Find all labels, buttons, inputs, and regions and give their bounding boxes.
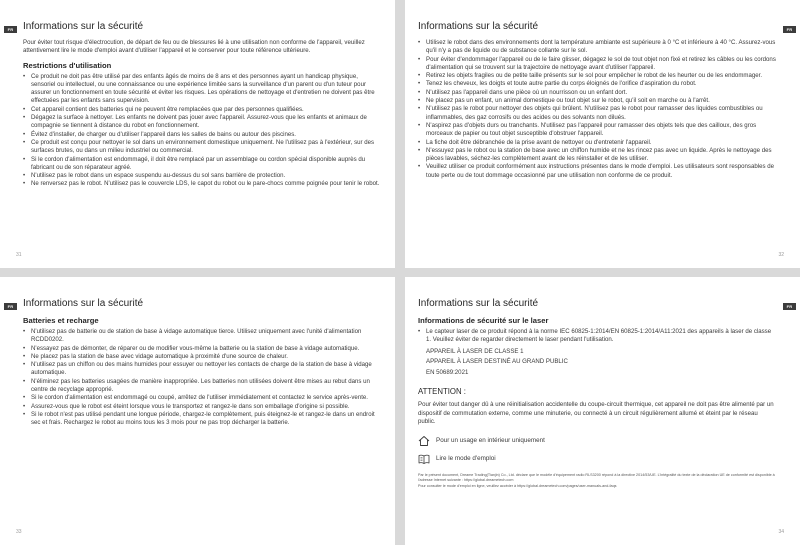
bullet-list: [418, 328, 776, 345]
bullet-list: [23, 328, 381, 428]
list-item: • N'utilisez pas un chiffon ou des mains humides pour essuyer ou nettoyer les contacts de charge de la station de base à vidage automatique.: [23, 361, 381, 378]
list-item: • N'utilisez pas de batterie ou de station de base à vidage automatique tierce. Utilisez uniquement avec l'unité d'alimentation RCDD0202.: [23, 328, 381, 345]
page-number: 31: [16, 252, 22, 258]
language-tag: FR: [783, 303, 796, 310]
page-content: [23, 298, 381, 428]
laser-class-line: APPAREIL À LASER DESTINÉ AU GRAND PUBLIC: [426, 358, 568, 366]
laser-class-line: APPAREIL À LASER DE CLASSE 1: [426, 347, 524, 355]
laser-standard-item: • Le capteur laser de ce produit répond à la norme IEC 60825-1:2014/EN 60825-1:2014/A11:2021 des appareils à laser de classe 1. Veuillez éviter de regarder directement le laser pendant l'utilisation.: [418, 328, 776, 345]
list-item: • Tenez les cheveux, les doigts et toute autre partie du corps éloignés de l'orifice d'aspiration du robot.: [418, 80, 776, 88]
list-item: • Assurez-vous que le robot est éteint lorsque vous le transportez et rangez-le dans son emballage d'origine si possible.: [23, 403, 381, 411]
house-icon: [418, 435, 430, 447]
list-item: • Retirez les objets fragiles ou de petite taille présents sur le sol pour empêcher le robot de les heurter ou de les endommager.: [418, 72, 776, 80]
section-subtitle: Informations de sécurité sur le laser: [418, 316, 549, 325]
declaration-fine-print: [418, 473, 776, 489]
laser-class-line: EN 50689:2021: [426, 368, 469, 376]
list-item: • La fiche doit être débranchée de la prise avant de nettoyer ou d'entretenir l'appareil.: [418, 139, 776, 147]
list-item: • N'utilisez pas le robot dans un espace suspendu au-dessus du sol sans barrière de protection.: [23, 172, 381, 180]
list-item: • Si le cordon d'alimentation est endommagé, il doit être remplacé par un assemblage ou cordon spécial disponible auprès du fabricant ou de son réparateur agréé.: [23, 156, 381, 173]
page-33: [0, 277, 395, 545]
indoor-use-row: [418, 435, 776, 447]
list-item: • Veuillez utiliser ce produit conformément aux instructions présentes dans le mode d'emploi. Les utilisateurs sont responsables de toute perte ou de tout dommage occasionné par une utilisation non conforme de ce produit.: [418, 163, 776, 180]
attention-paragraph: Pour éviter tout danger dû à une réinitialisation accidentelle du coupe-circuit thermique, cet appareil ne doit pas être alimenté par un dispositif de commutation externe, comme une minuterie, ou connecté à un circuit régulièrement allumé et éteint par le réseau public.: [418, 401, 774, 425]
page-content: [418, 298, 776, 489]
list-item: • Ne placez pas un enfant, un animal domestique ou tout objet sur le robot, qu'il soit en marche ou à l'arrêt.: [418, 97, 776, 105]
online-manual-text: Pour consulter le mode d'emploi en ligne, veuillez accéder à https://global.dreametech.com/pages/user-manuals-and-faqs: [418, 483, 617, 488]
list-item: • N'utilisez pas l'appareil dans une pièce où un nourrisson ou un enfant dort.: [418, 89, 776, 97]
read-manual-row: [418, 453, 776, 465]
list-item: • Évitez d'installer, de charger ou d'utiliser l'appareil dans les salles de bains ou autour des piscines.: [23, 131, 381, 139]
page-title: Informations sur la sécurité: [23, 298, 144, 309]
language-tag: FR: [4, 303, 17, 310]
list-item: • Utilisez le robot dans des environnements dont la température ambiante est supérieure à 0 °C et inférieure à 40 °C. Assurez-vous qu'il n'y a pas de liquide ou de substance collante sur le sol.: [418, 39, 776, 56]
page-number: 34: [778, 529, 784, 535]
list-item: • N'essayez pas de démonter, de réparer ou de modifier vous-même la batterie ou la station de base à vidage automatique.: [23, 345, 381, 353]
list-item: • Pour éviter d'endommager l'appareil ou de le faire glisser, dégagez le sol de tout objet non fixé et retirez les câbles ou les cordons d'alimentation qui se trouvent sur la trajectoire de nettoyage avant d'utiliser l'appareil.: [418, 56, 776, 73]
indoor-use-label: Pour un usage en intérieur uniquement: [436, 437, 545, 445]
page-number: 32: [778, 252, 784, 258]
list-item: • N'utilisez pas le robot pour nettoyer des objets qui brûlent. N'utilisez pas le robot pour ramasser des liquides combustibles ou inflammables, des gaz corrosifs ou des acides ou des solvants non dilués.: [418, 105, 776, 122]
read-manual-label: Lire le mode d'emploi: [436, 455, 496, 463]
section-subtitle: Batteries et recharge: [23, 316, 99, 325]
section-subtitle: Restrictions d'utilisation: [23, 60, 112, 70]
page-content: [418, 21, 776, 180]
laser-class-lines: [418, 347, 776, 379]
language-tag: FR: [783, 26, 796, 33]
list-item: • Ce produit est conçu pour nettoyer le sol dans un environnement domestique uniquement. Ne l'utilisez pas à l'extérieur, sur des surfaces brutes, ou dans un milieu industriel ou commercial.: [23, 139, 381, 156]
list-item: • Ne renversez pas le robot. N'utilisez pas le couvercle LDS, le capot du robot ou le pare-chocs comme poignée pour tenir le robot.: [23, 180, 381, 188]
list-item: • Cet appareil contient des batteries qui ne peuvent être remplacées que par des personnes qualifiées.: [23, 106, 381, 114]
list-item: • N'essuyez pas le robot ou la station de base avec un chiffon humide et ne les rincez pas avec un liquide. Après le nettoyage des pièces lavables, séchez-les complètement avant de les réinstaller et de les utiliser.: [418, 147, 776, 164]
list-item: • N'éliminez pas les batteries usagées de manière inappropriée. Les batteries non utilisées doivent être mises au rebut dans un centre de recyclage approprié.: [23, 378, 381, 395]
page-31: [0, 0, 395, 268]
list-item: • Si le cordon d'alimentation est endommagé ou coupé, arrêtez de l'utiliser immédiatement et contactez le service après-vente.: [23, 394, 381, 402]
language-tag: FR: [4, 26, 17, 33]
page-title: Informations sur la sécurité: [418, 298, 539, 309]
list-item: • N'aspirez pas d'objets durs ou tranchants. N'utilisez pas l'appareil pour ramasser des objets tels que des cailloux, des gros morceaux de papier ou tout objet susceptible d'obstruer l'appareil.: [418, 122, 776, 139]
open-book-icon: [418, 453, 430, 465]
list-item: • Si le robot n'est pas utilisé pendant une longue période, chargez-le complètement, puis éteignez-le et rangez-le dans un endroit sec et frais. Rechargez le robot au moins tous les 3 mois pour ne pas trop décharger la batterie.: [23, 411, 381, 428]
page-title: Informations sur la sécurité: [23, 21, 144, 32]
attention-heading: ATTENTION :: [418, 387, 466, 397]
page-title: Informations sur la sécurité: [418, 21, 539, 32]
intro-paragraph: Pour éviter tout risque d'électrocution, de départ de feu ou de blessures lié à une utilisation non conforme de l'appareil, veuillez attentivement lire le mode d'emploi avant d'utiliser l'appareil et le conserver pour toute référence ultérieure.: [23, 39, 365, 55]
page-32: [405, 0, 800, 268]
list-item: • Ce produit ne doit pas être utilisé par des enfants âgés de moins de 8 ans et des personnes ayant un handicap physique, sensoriel ou intellectuel, ou une connaissance ou une expérience limitée sans la surveillance d'un parent ou d'un tuteur pour assurer un fonctionnement en toute sécurité et éviter les risques. Les opérations de nettoyage et d'entretien ne doivent pas être effectuées par les enfants sans supervision.: [23, 73, 381, 106]
list-item: • Dégagez la surface à nettoyer. Les enfants ne doivent pas jouer avec l'appareil. Assurez-vous que les enfants et animaux de compagnie se tiennent à distance du robot en fonctionnement.: [23, 114, 381, 131]
bullet-list: [23, 73, 381, 189]
declaration-text: Par le présent document, Dreame Trading(Tianjin) Co., Ltd. déclare que le modèle d'équipement radio RLS3200 répond à la directive 2014/53/UE. L'intégralité du texte de la déclaration UE de conformité est disponible à l'adresse Internet suivante : https://global.dreametech.com: [418, 473, 775, 483]
bullet-list: [418, 39, 776, 180]
page-content: [23, 21, 381, 189]
list-item: • Ne placez pas la station de base avec vidage automatique à proximité d'une source de chaleur.: [23, 353, 381, 361]
page-34: [405, 277, 800, 545]
page-number: 33: [16, 529, 22, 535]
